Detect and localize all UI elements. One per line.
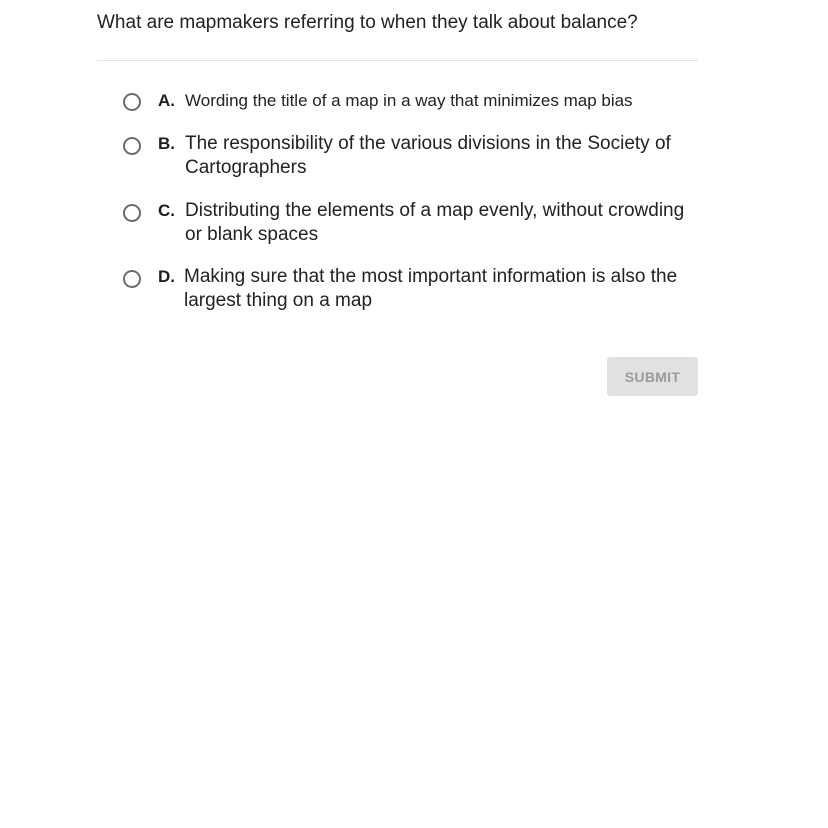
option-text: Making sure that the most important information is also the largest thing on a map: [184, 266, 678, 311]
divider: [97, 60, 698, 61]
radio-button-icon[interactable]: [123, 93, 141, 111]
radio-button-icon[interactable]: [123, 137, 141, 155]
option-text: Distributing the elements of a map evenly, without crowding or blank spaces: [185, 200, 685, 245]
question-area: [97, 0, 698, 311]
option-letter: A.: [158, 91, 175, 110]
option-text: The responsibility of the various divisions in the Society of Cartographers: [185, 133, 671, 178]
option-letter: B.: [158, 134, 175, 153]
radio-button-icon[interactable]: [123, 270, 141, 288]
option-text: Wording the title of a map in a way that minimizes map bias: [185, 91, 633, 110]
option-letter: D.: [158, 267, 175, 286]
option-letter: C.: [158, 201, 175, 220]
submit-button[interactable]: SUBMIT: [607, 357, 698, 396]
radio-button-icon[interactable]: [123, 204, 141, 222]
question-text: What are mapmakers referring to when they talk about balance?: [97, 12, 638, 33]
